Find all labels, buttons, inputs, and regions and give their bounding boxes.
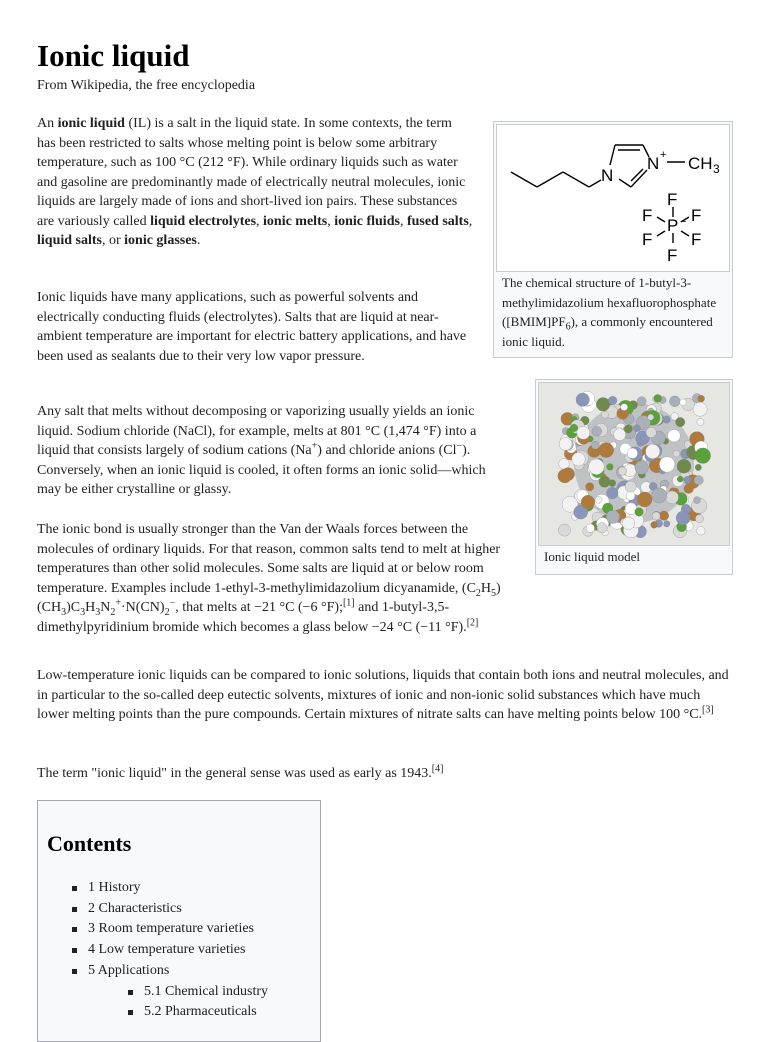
- fluorine-label: F: [642, 206, 653, 225]
- toc-link[interactable]: 1 History: [88, 880, 141, 895]
- figure-ionic-liquid-model: [535, 379, 733, 575]
- methyl-label: CH: [688, 154, 713, 173]
- atom-sphere: [659, 511, 669, 521]
- charge-plus-label: +: [660, 149, 667, 161]
- atom-sphere: [597, 523, 607, 533]
- atom-sphere: [654, 394, 662, 402]
- intro-paragraph-1: An ionic liquid (IL) is a salt in the liquid state. In some contexts, the term has been restricted to salts whose melting point is below some arbitrary temperature, such as 100 °C (212 °F). While ordinary liquids such as water and gasoline are predominantly made of electrically neutral molecules, ionic liquids are largely made of ions and short-lived ion pairs. These substances are variously called liquid electrolytes, ionic melts, ionic fluids, fused salts, liquid salts, or ionic glasses.: [37, 116, 473, 248]
- atom-sphere: [676, 511, 690, 525]
- atom-sphere: [663, 416, 670, 423]
- bold-term: fused salts: [406, 213, 469, 229]
- atom-sphere: [614, 429, 626, 441]
- intro-paragraph-3: Any salt that melts without decomposing or vaporizing usually yields an ionic liquid. Sodium chloride (NaCl), for example, melts at 801 °C (1,474 °F) into a liquid that consists largely of sodium cations (Na+) and chloride anions (Cl−). Conversely, when an ionic liquid is cooled, it often forms an ionic solid—which may be either crystalline or glassy.: [37, 404, 486, 497]
- methyl-subscript: 3: [713, 162, 720, 176]
- atom-sphere: [635, 508, 644, 517]
- toc-link[interactable]: 4 Low temperature varieties: [88, 942, 246, 958]
- atom-sphere: [607, 487, 619, 499]
- atom-sphere: [684, 484, 694, 494]
- toc-subitem[interactable]: [72, 1002, 268, 1023]
- atom-sphere: [676, 417, 685, 426]
- bold-term: liquid electrolytes: [150, 213, 257, 229]
- atom-sphere: [680, 399, 686, 405]
- figure-caption: The chemical structure of 1-butyl-3-methylimidazolium hexafluorophosphate $([BMIM]PF_6)$, a commonly encountered ionic liquid.: [502, 275, 717, 349]
- atom-sphere: [586, 483, 594, 491]
- phosphorus-label: P: [667, 216, 679, 235]
- atom-sphere: [606, 510, 619, 523]
- model-image[interactable]: [538, 382, 730, 546]
- atom-sphere: [637, 492, 652, 507]
- atom-sphere: [599, 476, 610, 487]
- atom-sphere: [673, 450, 680, 457]
- atom-sphere: [694, 476, 703, 485]
- nitrogen-label: N: [647, 154, 660, 173]
- atom-sphere: [652, 488, 667, 503]
- toc-item[interactable]: [72, 919, 268, 940]
- toc-item[interactable]: [72, 961, 268, 982]
- atom-sphere: [586, 524, 594, 532]
- toc-link[interactable]: 3 Room temperature varieties: [88, 921, 254, 937]
- atom-sphere: [618, 467, 626, 475]
- citation-link[interactable]: [1]: [342, 597, 355, 609]
- atom-sphere: [697, 527, 706, 536]
- atom-sphere: [558, 469, 572, 483]
- atom-sphere: [698, 395, 705, 402]
- atom-sphere: [559, 437, 572, 450]
- atom-sphere: [651, 521, 658, 528]
- toc-link[interactable]: 5 Applications: [88, 962, 170, 978]
- atom-sphere: [624, 425, 632, 433]
- bmim-pf6-structure-drawing: [497, 125, 729, 271]
- toc-link[interactable]: 5.1 Chemical industry: [144, 983, 269, 999]
- atom-sphere: [622, 517, 635, 530]
- citation-link[interactable]: [3]: [702, 704, 714, 716]
- atom-sphere: [581, 495, 595, 509]
- paragraph-low-temp: Low-temperature ionic liquids can be compared to ionic solutions, liquids that contain both ions and neutral molecules, and in particular to the so-called deep eutectic solvents, mixtures of ionic and non-ionic solid substances which have much lower melting points than the pure compounds. Certain mixtures of nitrate salts can have melting points below 100 °C.[3]: [37, 668, 729, 722]
- atom-sphere: [625, 481, 636, 492]
- atom-sphere: [695, 464, 701, 470]
- atom-sphere: [596, 398, 610, 412]
- atom-sphere: [666, 491, 679, 504]
- atom-sphere: [572, 452, 586, 466]
- toc-item[interactable]: [72, 940, 268, 961]
- atom-sphere: [591, 441, 599, 449]
- structure-image[interactable]: [496, 124, 730, 272]
- fluorine-label: F: [667, 246, 678, 265]
- space-filling-model-drawing: [539, 383, 729, 545]
- intro-paragraph-4: The ionic bond is usually stronger than the Van der Waals forces between the molecules of ordinary liquids. For that reason, common salts tend to melt at higher temperatures than other solid molecules. Some salts are liquid at or below room temperature. Examples include 1-ethyl-3-methylimidazolium dicyanamide, $(C_2H_5)(CH_3)C_3H_3N_2^+\cdot N(CN)_2^-$, that melts at −21 °C (−6 °F);[1] and 1-butyl-3,5-dimethylpyridinium bromide which becomes a glass below −24 °C (−11 °F).[2]: [37, 522, 501, 635]
- citation-link[interactable]: [4]: [431, 763, 444, 775]
- bold-term: ionic fluids: [334, 213, 400, 229]
- atom-sphere: [637, 397, 646, 406]
- figure-chemical-structure: [493, 121, 733, 358]
- page-title: Ionic liquid: [37, 38, 190, 73]
- atom-sphere: [697, 418, 704, 425]
- atom-sphere: [668, 429, 681, 442]
- atom-sphere: [601, 411, 608, 418]
- bold-term: ionic glasses: [124, 233, 197, 248]
- bold-term: ionic liquid: [57, 116, 125, 131]
- atom-sphere: [626, 492, 635, 501]
- atom-sphere: [599, 443, 614, 458]
- atom-sphere: [693, 402, 707, 416]
- atom-sphere: [684, 476, 691, 483]
- toc-item[interactable]: [72, 899, 268, 920]
- atom-sphere: [677, 459, 691, 473]
- intro-paragraph-2: Ionic liquids have many applications, such as powerful solvents and electrically conducting fluids (electrolytes). Salts that are liquid at near-ambient temperature are important for electric battery applications, and have been used as sealants due to their very low vapor pressure.: [37, 290, 467, 364]
- atom-sphere: [635, 461, 649, 475]
- fluorine-label: F: [691, 206, 702, 225]
- bold-term: liquid salts: [37, 233, 102, 248]
- atom-sphere: [669, 396, 680, 407]
- toc-item[interactable]: [72, 878, 268, 899]
- toc-link[interactable]: 2 Characteristics: [88, 900, 182, 916]
- toc-list: [72, 878, 268, 1023]
- bold-term: ionic melts: [263, 213, 328, 229]
- toc-subitem[interactable]: [72, 982, 268, 1003]
- fluorine-label: F: [667, 190, 678, 209]
- atom-sphere: [592, 426, 602, 436]
- paragraph-term-history: The term "ionic liquid" in the general sense was used as early as 1943.[4]: [37, 763, 444, 781]
- atom-sphere: [570, 424, 578, 432]
- figure-caption: Ionic liquid model: [544, 549, 641, 564]
- atom-sphere: [694, 497, 701, 504]
- molecule-spheres: [558, 391, 711, 538]
- atom-sphere: [595, 496, 602, 503]
- atom-sphere: [677, 476, 683, 482]
- citation-link[interactable]: [2]: [466, 616, 479, 628]
- toc-title: Contents: [47, 831, 132, 856]
- atom-sphere: [646, 444, 660, 458]
- atom-sphere: [607, 464, 614, 471]
- atom-sphere: [589, 459, 605, 475]
- atom-sphere: [648, 414, 654, 420]
- toc-link[interactable]: 5.2 Pharmaceuticals: [144, 1004, 257, 1020]
- page-subtitle: From Wikipedia, the free encyclopedia: [37, 78, 256, 93]
- fluorine-label: F: [691, 230, 702, 249]
- atom-sphere: [558, 524, 570, 536]
- atom-sphere: [646, 427, 656, 437]
- atom-sphere: [608, 396, 617, 405]
- atom-sphere: [577, 426, 590, 439]
- atom-sphere: [664, 521, 670, 527]
- atom-sphere: [652, 512, 660, 520]
- table-of-contents: [37, 800, 321, 1042]
- atom-sphere: [695, 448, 711, 464]
- atom-sphere: [695, 515, 703, 523]
- charge-minus-label: −: [680, 216, 687, 228]
- atom-sphere: [576, 393, 589, 406]
- atom-sphere: [659, 457, 675, 473]
- nitrogen-label: N: [601, 166, 614, 185]
- atom-sphere: [621, 404, 628, 411]
- atom-sphere: [634, 425, 641, 432]
- atom-sphere: [627, 448, 638, 459]
- fluorine-label: F: [642, 230, 653, 249]
